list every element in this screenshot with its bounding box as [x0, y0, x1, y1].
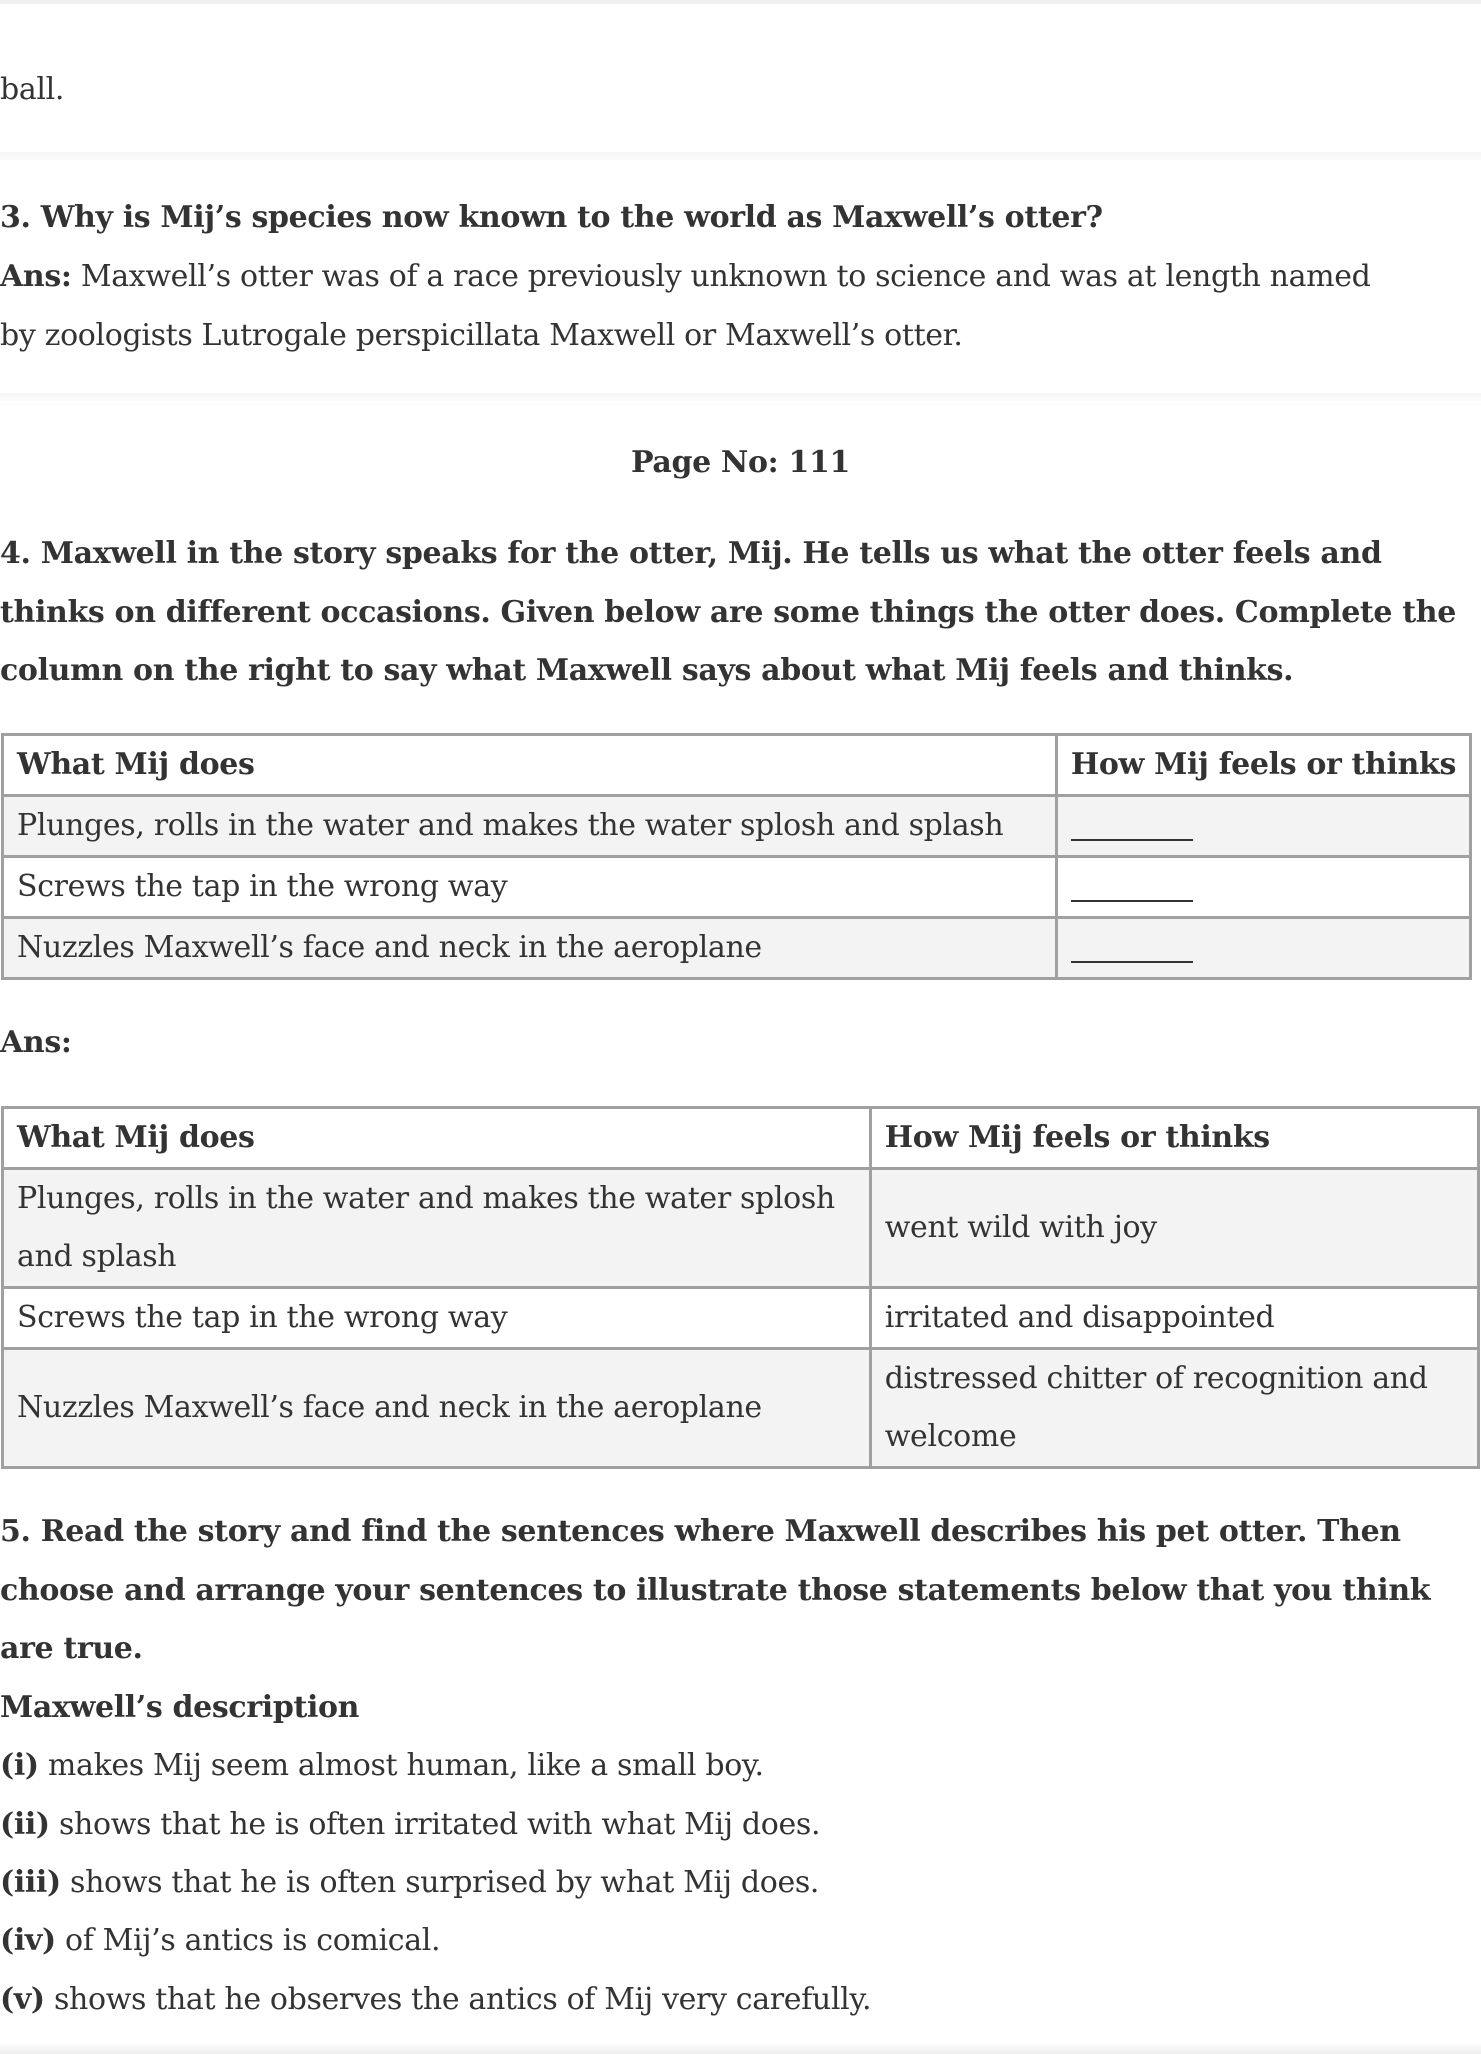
cell-does: Screws the tap in the wrong way: [3, 1288, 871, 1349]
table-row: [3, 1349, 1479, 1468]
q5-question-line-2: choose and arrange your sentences to illustrate those statements below that you think: [0, 1573, 1431, 1608]
q4-question-table: [1, 733, 1472, 980]
cell-does: Nuzzles Maxwell’s face and neck in the aeroplane: [3, 1349, 871, 1468]
q4-question-line-1: 4. Maxwell in the story speaks for the otter, Mij. He tells us what the otter feels and: [0, 536, 1382, 571]
fill-in-blank: [1071, 817, 1193, 841]
q4-ans-label: Ans:: [0, 1025, 72, 1060]
item-text: of Mij’s antics is comical.: [55, 1923, 441, 1958]
q5-item-2: [0, 1807, 820, 1843]
cell-feels-blank: [1056, 796, 1470, 857]
table-row: [3, 796, 1471, 857]
cell-feels-blank: [1056, 857, 1470, 918]
q3-answer-line-2: by zoologists Lutrogale perspicillata Maxwell or Maxwell’s otter.: [0, 318, 963, 353]
q5-item-3: [0, 1865, 819, 1901]
bottom-separator: [0, 2045, 1481, 2054]
item-number: (iii): [0, 1865, 61, 1900]
q5-question-line-3: are true.: [0, 1631, 143, 1666]
section-divider: [0, 393, 1481, 401]
section-divider: [0, 152, 1481, 160]
table-row: [3, 918, 1471, 979]
table-row: [3, 1288, 1479, 1349]
cell-feels: distressed chitter of recognition and welcome: [870, 1349, 1478, 1468]
q5-item-4: [0, 1923, 440, 1959]
item-number: (i): [0, 1748, 39, 1783]
cell-does: Screws the tap in the wrong way: [3, 857, 1057, 918]
item-text: shows that he observes the antics of Mij very carefully.: [44, 1982, 872, 2017]
item-text: shows that he is often surprised by what Mij does.: [60, 1865, 820, 1900]
q3-answer-line-1: [0, 259, 1371, 295]
table-header-feels: How Mij feels or thinks: [870, 1108, 1478, 1169]
table-row: [3, 857, 1471, 918]
page-number: Page No: 111: [630, 445, 851, 480]
fill-in-blank: [1071, 878, 1193, 902]
ans-label: Ans:: [0, 259, 72, 294]
cell-does: Plunges, rolls in the water and makes the water splosh and splash: [3, 1169, 871, 1288]
cell-feels-blank: [1056, 918, 1470, 979]
table-header-does: What Mij does: [3, 735, 1057, 796]
q3-answer-text: Maxwell’s otter was of a race previously unknown to science and was at length named: [71, 259, 1371, 294]
item-number: (v): [0, 1982, 45, 2017]
fill-in-blank: [1071, 939, 1193, 963]
table-header-does: What Mij does: [3, 1108, 871, 1169]
q3-question: 3. Why is Mij’s species now known to the world as Maxwell’s otter?: [0, 200, 1103, 235]
q4-answer-table: [1, 1106, 1480, 1469]
previous-answer-tail: ball.: [0, 72, 65, 107]
q4-question-line-3: column on the right to say what Maxwell says about what Mij feels and thinks.: [0, 653, 1294, 688]
cell-feels: irritated and disappointed: [870, 1288, 1478, 1349]
q4-question-line-2: thinks on different occasions. Given below are some things the otter does. Complete the: [0, 595, 1456, 630]
table-row: [3, 1169, 1479, 1288]
cell-does: Nuzzles Maxwell’s face and neck in the aeroplane: [3, 918, 1057, 979]
item-text: shows that he is often irritated with what Mij does.: [49, 1807, 821, 1842]
top-separator: [0, 0, 1481, 4]
cell-does: Plunges, rolls in the water and makes the water splosh and splash: [3, 796, 1057, 857]
item-number: (iv): [0, 1923, 56, 1958]
cell-feels: went wild with joy: [870, 1169, 1478, 1288]
q5-subheading: Maxwell’s description: [0, 1690, 360, 1725]
q5-question-line-1: 5. Read the story and find the sentences where Maxwell describes his pet otter. Then: [0, 1514, 1401, 1549]
q5-item-1: [0, 1748, 764, 1784]
item-number: (ii): [0, 1807, 50, 1842]
table-header-feels: How Mij feels or thinks: [1056, 735, 1470, 796]
q5-item-5: [0, 1982, 871, 2018]
item-text: makes Mij seem almost human, like a small boy.: [38, 1748, 764, 1783]
